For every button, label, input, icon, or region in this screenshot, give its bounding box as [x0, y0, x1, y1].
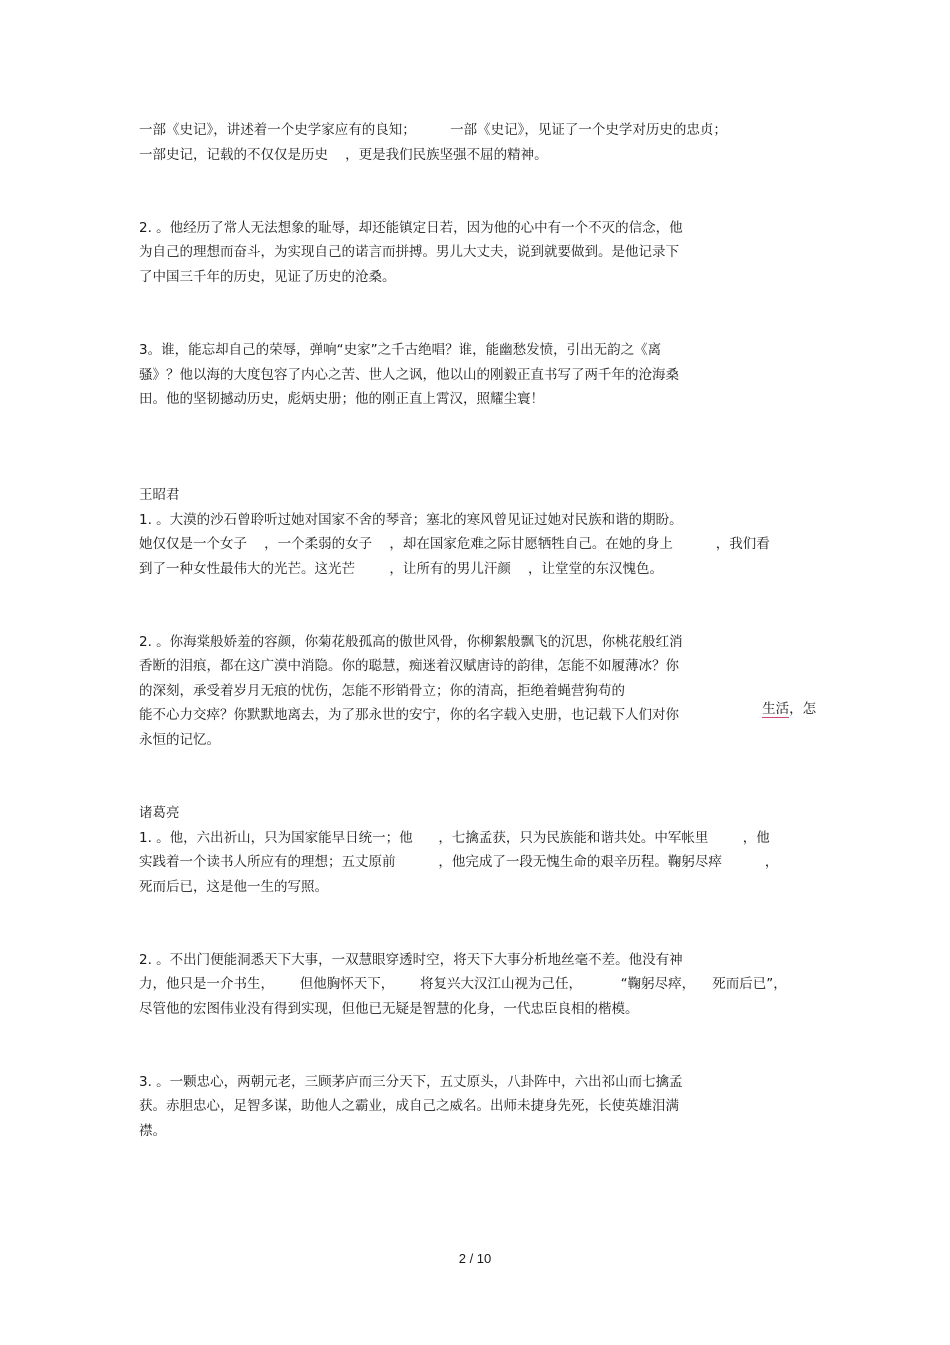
paragraph-line: 1. 。他，六出祈山，只为国家能早日统一；他 ，七擒孟获，只为民族能和谐共处。中军帐里 ，他 — [139, 830, 770, 846]
paragraph-line: 为自己的理想而奋斗，为实现自己的诺言而拼搏。男儿大丈夫，说到就要做到。是他记录下 — [139, 244, 679, 260]
paragraph-line: 到了一种女性最伟大的光芒。这光芒 ，让所有的男儿汗颜 ，让堂堂的东汉愧色。 — [139, 561, 663, 577]
paragraph-line: 死而后已，这是他一生的写照。 — [139, 879, 328, 895]
paragraph-line-tail — [745, 682, 816, 736]
paragraph-line: 的深刻，承受着岁月无痕的忧伤，怎能不形销骨立；你的清高，拒绝着蝇营狗苟的 — [139, 683, 625, 699]
paragraph-line: 3. 。一颗忠心，两朝元老，三顾茅庐而三分天下，五丈原头，八卦阵中，六出祁山而七擒孟 — [139, 1074, 683, 1090]
paragraph-line: 骚》？他以海的大度包容了内心之苦、世人之讽，他以山的刚毅正直书写了两千年的沧海桑 — [139, 367, 679, 383]
paragraph-line: 田。他的坚韧撼动历史，彪炳史册；他的刚正直上霄汉，照耀尘寰！ — [139, 391, 544, 407]
page-number: 2 / 10 — [458, 1251, 492, 1266]
paragraph-line: 获。赤胆忠心，足智多谋，助他人之霸业，成自己之威名。出师未捷身先死，长使英雄泪满 — [139, 1098, 679, 1114]
paragraph-line: 3。谁，能忘却自己的荣辱，弹响“史家”之千古绝唱？谁，能幽愁发愤，引出无韵之《离 — [139, 342, 662, 358]
paragraph-line: 能不心力交瘁？你默默地离去，为了那永世的安宁，你的名字载入史册，也记载下人们对你 — [139, 707, 679, 723]
paragraph-line: 她仅仅是一个女子 ，一个柔弱的女子 ，却在国家危难之际甘愿牺牲自己。在她的身上 ，我们看 — [139, 536, 770, 552]
underlined-word: 生活 — [762, 701, 790, 717]
tail-text: ，怎 — [789, 701, 817, 717]
section-heading: 王昭君 — [139, 487, 180, 503]
paragraph-line: 襟。 — [139, 1123, 166, 1139]
paragraph-line: 实践着一个读书人所应有的理想；五丈原前 ，他完成了一段无愧生命的艰辛历程。鞠躬尽瘁 ， — [139, 854, 779, 870]
intro-line-2: 一部史记，记载的不仅仅是历史 ，更是我们民族坚强不屈的精神。 — [139, 147, 548, 163]
intro-line-1: 一部《史记》，讲述着一个史学家应有的良知； 一部《史记》，见证了一个史学对历史的忠贞； — [139, 122, 727, 138]
paragraph-line: 力，他只是一介书生， 但他胸怀天下， 将复兴大汉江山视为己任， “鞠躬尽瘁， 死而后已”， — [139, 976, 787, 992]
paragraph-line: 永恒的记忆。 — [139, 732, 220, 748]
section-heading: 诸葛亮 — [139, 805, 180, 821]
paragraph-line: 了中国三千年的历史，见证了历史的沧桑。 — [139, 269, 396, 285]
paragraph-line: 香断的泪痕，都在这广漠中消隐。你的聪慧，痴迷着汉赋唐诗的韵律，怎能不如履薄冰？你 — [139, 658, 679, 674]
paragraph-line: 2. 。不出门便能洞悉天下大事，一双慧眼穿透时空，将天下大事分析地丝毫不差。他没有神 — [139, 952, 683, 968]
paragraph-line: 2. 。你海棠般娇羞的容颜，你菊花般孤高的傲世风骨，你柳絮般飘飞的沉思，你桃花般红消 — [139, 634, 683, 650]
paragraph-line: 1. 。大漠的沙石曾聆听过她对国家不舍的琴音；塞北的寒风曾见证过她对民族和谐的期盼。 — [139, 512, 683, 528]
paragraph-line: 尽管他的宏图伟业没有得到实现，但他已无疑是智慧的化身，一代忠臣良相的楷模。 — [139, 1001, 639, 1017]
paragraph-line: 2. 。他经历了常人无法想象的耻辱，却还能镇定日若，因为他的心中有一个不灭的信念，他 — [139, 220, 683, 236]
